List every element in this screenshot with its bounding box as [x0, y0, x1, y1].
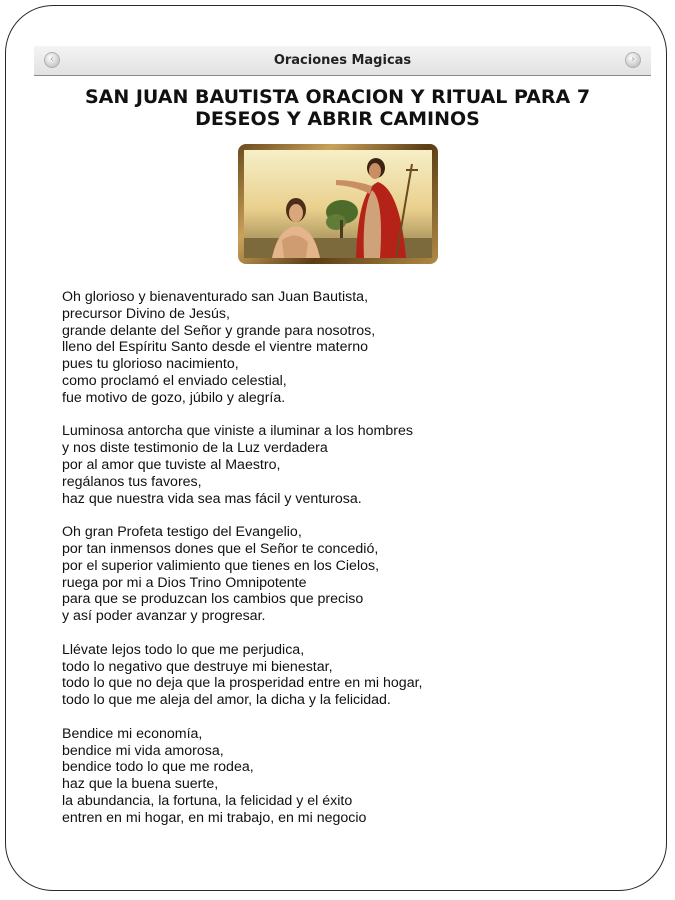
baptism-image: [244, 150, 432, 258]
baptism-image-frame: [238, 144, 438, 264]
stanza: [62, 289, 622, 407]
stanza: [62, 423, 622, 507]
prayer-line: y nos diste testimonio de la Luz verdadera: [62, 440, 328, 457]
prayer-line: lleno del Espíritu Santo desde el vientre materno: [62, 339, 369, 356]
prayer-text: [62, 289, 622, 826]
forward-button[interactable]: [625, 52, 641, 68]
prayer-line: regálanos tus favores,: [62, 473, 202, 490]
prayer-line: haz que la buena suerte,: [62, 776, 219, 793]
prayer-line: entren en mi hogar, en mi trabajo, en mi negocio: [62, 809, 367, 826]
prayer-line: todo lo negativo que destruye mi bienestar,: [62, 658, 333, 675]
prayer-line: Oh gran Profeta testigo del Evangelio,: [62, 524, 302, 541]
title-bar: [34, 46, 651, 76]
back-arrow-icon: ‹: [49, 52, 55, 65]
prayer-line: todo lo que me aleja del amor, la dicha y la felicidad.: [62, 692, 391, 709]
page-title: SAN JUAN BAUTISTA ORACION Y RITUAL PARA 7 DESEOS Y ABRIR CAMINOS: [84, 86, 591, 130]
app-title: Oraciones Magicas: [273, 53, 412, 68]
prayer-line: y así poder avanzar y progresar.: [62, 608, 266, 625]
prayer-line: grande delante del Señor y grande para nosotros,: [62, 322, 376, 339]
prayer-line: como proclamó el enviado celestial,: [62, 372, 287, 389]
prayer-line: todo lo que no deja que la prosperidad entre en mi hogar,: [62, 675, 423, 692]
stanza: [62, 524, 622, 625]
prayer-line: por tan inmensos dones que el Señor te concedió,: [62, 540, 379, 557]
prayer-line: por el superior valimiento que tienes en los Cielos,: [62, 557, 380, 574]
prayer-line: Llévate lejos todo lo que me perjudica,: [62, 641, 305, 658]
prayer-line: Bendice mi economía,: [62, 725, 203, 742]
prayer-line: por al amor que tuviste al Maestro,: [62, 456, 281, 473]
prayer-line: Luminosa antorcha que viniste a iluminar a los hombres: [62, 423, 413, 440]
prayer-line: pues tu glorioso nacimiento,: [62, 356, 239, 373]
stanza: [62, 726, 622, 827]
stanza: [62, 642, 622, 709]
prayer-line: fue motivo de gozo, júbilo y alegría.: [62, 389, 286, 406]
forward-arrow-icon: ›: [630, 52, 636, 65]
prayer-line: ruega por mi a Dios Trino Omnipotente: [62, 574, 307, 591]
prayer-line: Oh glorioso y bienaventurado san Juan Bautista,: [62, 289, 369, 305]
prayer-line: bendice mi vida amorosa,: [62, 742, 224, 759]
prayer-line: bendice todo lo que me rodea,: [62, 759, 254, 776]
prayer-line: para que se produzcan los cambios que preciso: [62, 591, 364, 608]
prayer-line: la abundancia, la fortuna, la felicidad y el éxito: [62, 792, 353, 809]
prayer-line: precursor Divino de Jesús,: [62, 305, 230, 322]
prayer-line: haz que nuestra vida sea mas fácil y venturosa.: [62, 490, 362, 507]
